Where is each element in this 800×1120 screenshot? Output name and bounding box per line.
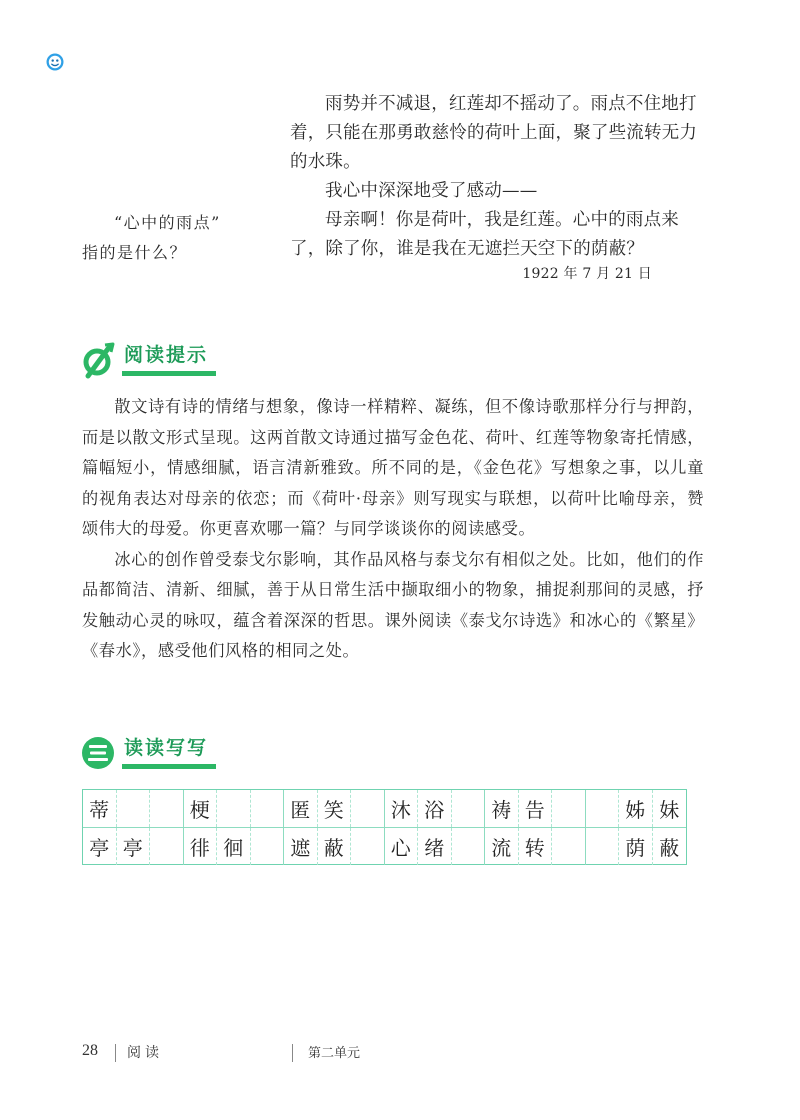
character-cell: 徘 <box>184 828 218 865</box>
character-cell: 沐 <box>385 790 419 827</box>
character-cell <box>150 790 184 827</box>
read-write-heading <box>80 733 280 773</box>
poem-paragraph: 母亲啊！你是荷叶，我是红莲。心中的雨点来了，除了你，谁是我在无遮拦天空下的荫蔽？ <box>290 210 679 259</box>
character-cell <box>586 790 620 827</box>
page-number: 28 <box>82 1042 98 1059</box>
character-cell: 蔽 <box>318 828 352 865</box>
smiley-icon <box>45 52 65 72</box>
character-cell: 亭 <box>83 828 117 865</box>
character-cell <box>552 790 586 827</box>
character-cell: 笑 <box>318 790 352 827</box>
character-cell: 荫 <box>619 828 653 865</box>
page-footer <box>82 1038 722 1068</box>
vocabulary-grid <box>82 789 687 865</box>
reading-tips-title: 阅读提示 <box>124 344 209 366</box>
character-cell <box>586 828 620 865</box>
character-cell <box>351 790 385 827</box>
read-write-title: 读读写写 <box>124 737 209 759</box>
vocabulary-row <box>83 790 686 827</box>
tips-paragraph: 散文诗有诗的情绪与想象，像诗一样精粹、凝练，但不像诗歌那样分行与押韵，而是以散文形式呈现。这两首散文诗通过描写金色花、荷叶、红莲等物象寄托情感，篇幅短小，情感细腻，语言清新雅致。所不同的是，《金色花》写想象之事，以儿童的视角表达对母亲的依恋；而《荷叶·母亲》则写现实与联想，以荷叶比喻母亲，赞颂伟大的母爱。你更喜欢哪一篇？与同学谈谈你的阅读感受。 <box>82 397 704 538</box>
side-note <box>82 208 282 268</box>
character-cell <box>150 828 184 865</box>
tips-paragraph: 冰心的创作曾受泰戈尔影响，其作品风格与泰戈尔有相似之处。比如，他们的作品都简洁、清新、细腻，善于从日常生活中撷取细小的物象，捕捉刹那间的灵感，抒发触动心灵的咏叹，蕴含着深深的哲思。课外阅读《泰戈尔诗选》和冰心的《繁星》《春水》，感受他们风格的相同之处。 <box>82 549 704 660</box>
character-cell: 祷 <box>485 790 519 827</box>
character-cell: 匿 <box>284 790 318 827</box>
character-cell <box>351 828 385 865</box>
character-cell: 梗 <box>184 790 218 827</box>
vocabulary-row <box>83 827 686 865</box>
character-cell: 姊 <box>619 790 653 827</box>
character-cell <box>452 828 486 865</box>
reading-tips-heading <box>80 340 280 380</box>
character-cell <box>452 790 486 827</box>
character-cell: 妹 <box>659 798 680 822</box>
reading-tips-icon <box>80 340 120 380</box>
reading-tips-body <box>82 392 704 667</box>
poem-paragraph: 我心中深深地受了感动—— <box>325 181 538 201</box>
character-cell: 蒂 <box>83 790 117 827</box>
heading-underline <box>122 371 216 376</box>
side-note-line: 指的是什么？ <box>82 243 188 262</box>
side-note-line: “心中的雨点” <box>114 213 221 232</box>
character-cell <box>117 790 151 827</box>
character-cell <box>251 828 285 865</box>
character-cell <box>217 790 251 827</box>
heading-underline <box>122 764 216 769</box>
character-cell: 浴 <box>418 790 452 827</box>
character-cell: 徊 <box>217 828 251 865</box>
character-cell: 亭 <box>117 828 151 865</box>
book-label: 阅读 <box>127 1045 163 1061</box>
character-cell: 遮 <box>284 828 318 865</box>
character-cell: 蔽 <box>659 836 680 860</box>
footer-divider <box>115 1044 116 1062</box>
character-cell: 心 <box>385 828 419 865</box>
footer-divider <box>292 1044 293 1062</box>
poem-date: 1922 年 7 月 21 日 <box>522 266 652 282</box>
character-cell: 绪 <box>418 828 452 865</box>
poem-text <box>290 90 700 284</box>
read-write-icon <box>80 735 116 771</box>
character-cell: 告 <box>519 790 553 827</box>
character-cell <box>552 828 586 865</box>
character-cell: 流 <box>485 828 519 865</box>
unit-label: 第二单元 <box>308 1046 361 1061</box>
character-cell: 转 <box>519 828 553 865</box>
poem-paragraph: 雨势并不减退，红莲却不摇动了。雨点不住地打着，只能在那勇敢慈怜的荷叶上面，聚了些流转无力的水珠。 <box>290 94 698 172</box>
character-cell <box>251 790 285 827</box>
